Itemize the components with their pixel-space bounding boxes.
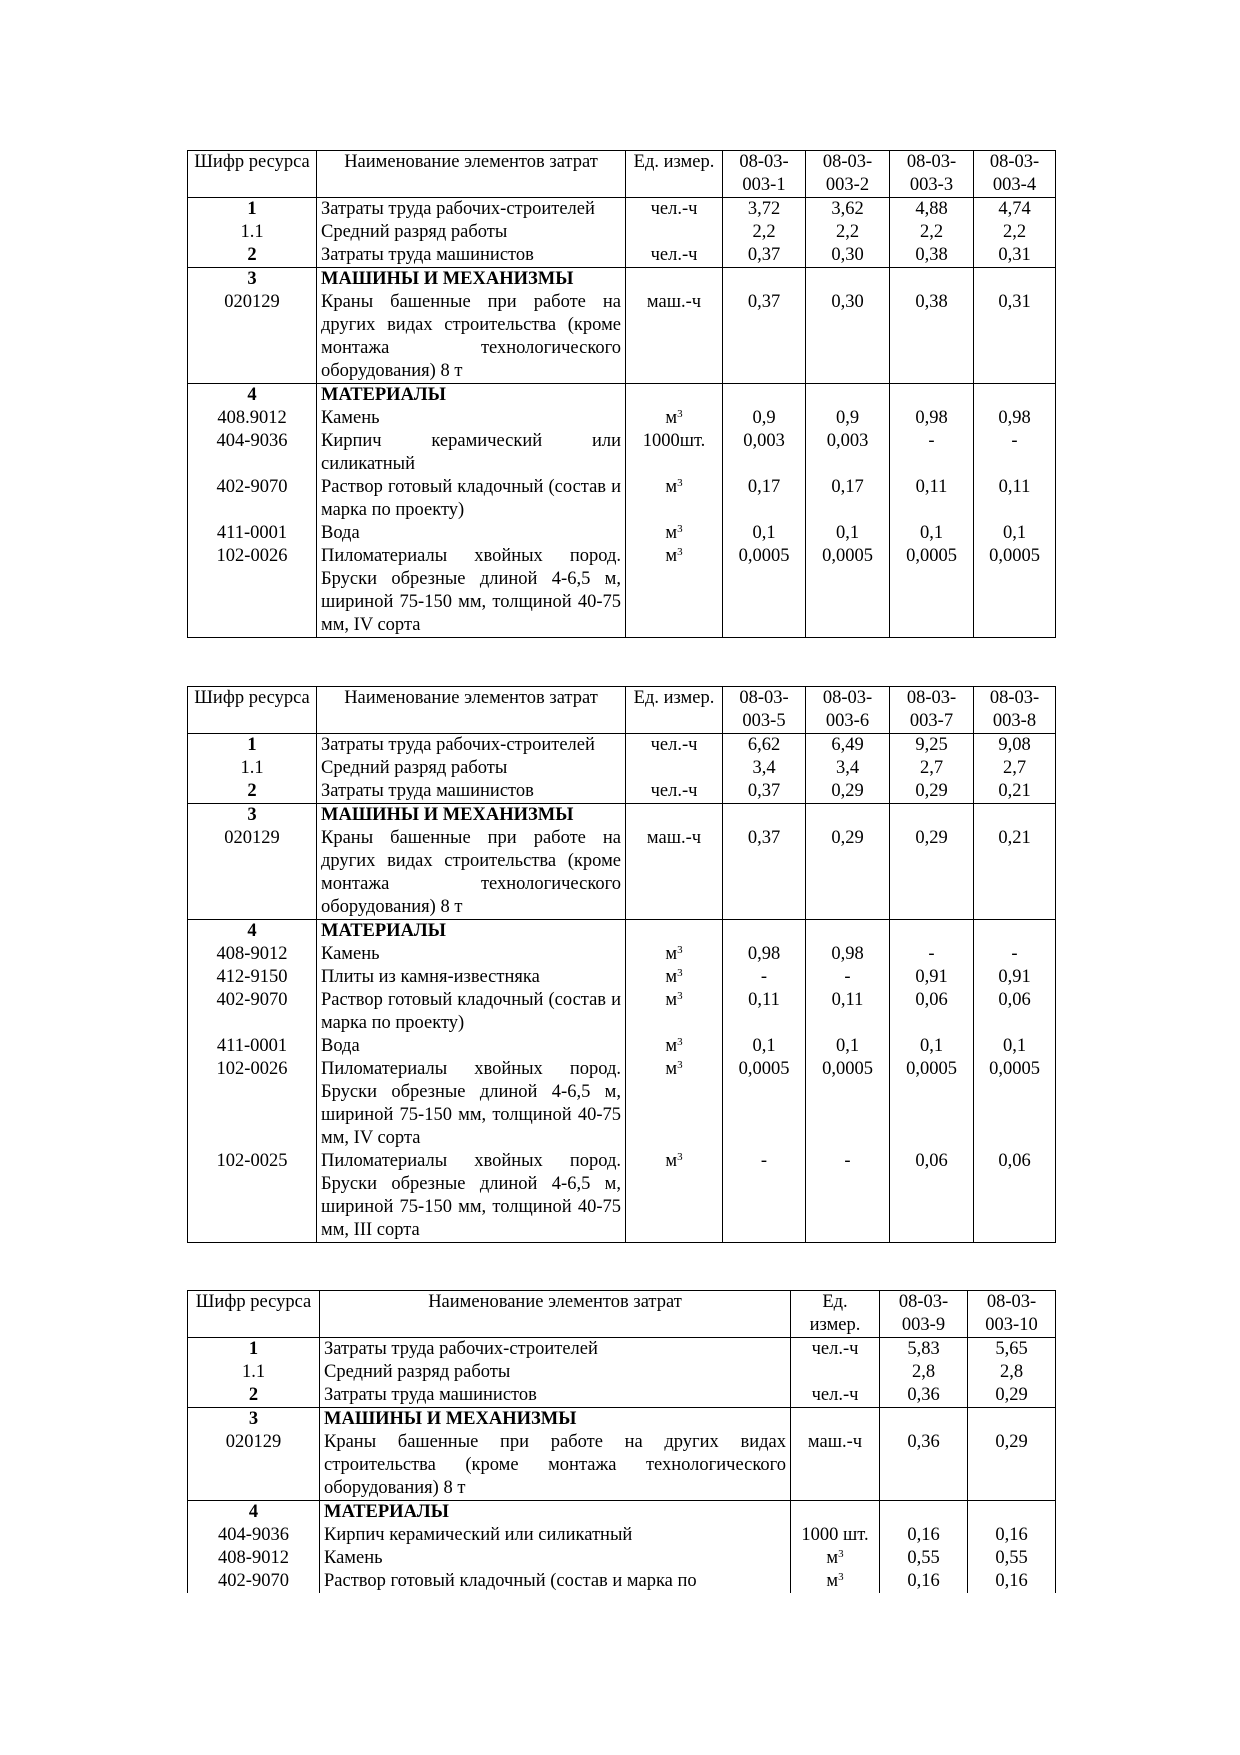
resource-code: 408.9012 [188, 407, 317, 430]
table-header [188, 1291, 1056, 1338]
unit-of-measure [626, 384, 723, 408]
header-name: Наименование элементов затрат [320, 1291, 791, 1338]
header-norm-code: 08-03-003-6 [806, 687, 890, 734]
resource-code: 102-0026 [188, 545, 317, 638]
table-row [188, 221, 1056, 244]
table-body [188, 198, 1056, 638]
cost-element-name: Затраты труда рабочих-строителей [320, 1338, 791, 1362]
norm-value: 2,2 [890, 221, 974, 244]
resource-code: 020129 [188, 1431, 320, 1501]
norm-value: 0,16 [968, 1570, 1056, 1593]
unit-of-measure: чел.-ч [626, 244, 723, 268]
unit-of-measure: чел.-ч [791, 1384, 880, 1408]
header-norm-code: 08-03-003-9 [880, 1291, 968, 1338]
cost-element-name: Затраты труда машинистов [317, 780, 626, 804]
unit-of-measure [626, 757, 723, 780]
table-row [188, 198, 1056, 222]
norm-value: 0,29 [890, 827, 974, 920]
norm-value: 0,91 [974, 966, 1056, 989]
norm-value: 0,06 [974, 1150, 1056, 1243]
table-row [188, 1338, 1056, 1362]
table-row [188, 1035, 1056, 1058]
cost-element-name: МАТЕРИАЛЫ [317, 920, 626, 944]
norm-value: 0,55 [880, 1547, 968, 1570]
cost-element-name: Затраты труда рабочих-строителей [317, 198, 626, 222]
resource-code: 412-9150 [188, 966, 317, 989]
unit-of-measure [791, 1501, 880, 1525]
header-unit: Ед. измер. [626, 687, 723, 734]
table-row [188, 244, 1056, 268]
table-row [188, 1570, 1056, 1593]
resource-code: 4 [188, 1501, 320, 1525]
norm-value: 2,8 [968, 1361, 1056, 1384]
cost-element-name: Пиломатериалы хвойных пород. Бруски обрезные длиной 4-6,5 м, шириной 75-150 мм, толщиной 40-75 мм, IV сорта [317, 1058, 626, 1150]
cost-element-name: Раствор готовый кладочный (состав и марка по проекту) [317, 476, 626, 522]
norm-value: 5,65 [968, 1338, 1056, 1362]
unit-of-measure: $м^3$ [626, 989, 723, 1035]
norm-value: 0,91 [890, 966, 974, 989]
norm-value: - [723, 1150, 806, 1243]
table-row [188, 268, 1056, 292]
unit-of-measure: $м^3$ [791, 1547, 880, 1570]
unit-of-measure [626, 268, 723, 292]
resource-code: 2 [188, 1384, 320, 1408]
header-code: Шифр ресурса [188, 151, 317, 198]
norm-value: 5,83 [880, 1338, 968, 1362]
norm-value: 0,1 [890, 522, 974, 545]
table-row [188, 522, 1056, 545]
norm-value: 0,55 [968, 1547, 1056, 1570]
resource-code: 1.1 [188, 757, 317, 780]
norm-value: 0,29 [806, 827, 890, 920]
norm-value: 0,1 [890, 1035, 974, 1058]
unit-of-measure [626, 920, 723, 944]
norm-value [880, 1501, 968, 1525]
norm-value: 0,1 [974, 522, 1056, 545]
norm-value: 0,0005 [723, 545, 806, 638]
resource-code: 1 [188, 198, 317, 222]
table-row [188, 291, 1056, 384]
norm-value: 0,38 [890, 244, 974, 268]
norm-value: 0,37 [723, 827, 806, 920]
norm-value: 0,17 [723, 476, 806, 522]
cost-element-name: Краны башенные при работе на других видах строительства (кроме монтажа технологического оборудования) 8 т [317, 291, 626, 384]
norm-value: 2,2 [723, 221, 806, 244]
norm-value: 0,31 [974, 244, 1056, 268]
norm-value: 0,30 [806, 291, 890, 384]
cost-element-name: Затраты труда машинистов [317, 244, 626, 268]
unit-of-measure [626, 221, 723, 244]
norm-value: 0,003 [806, 430, 890, 476]
norm-value: 2,7 [890, 757, 974, 780]
table-row [188, 734, 1056, 758]
resource-code: 020129 [188, 827, 317, 920]
norm-value: 6,49 [806, 734, 890, 758]
header-norm-code: 08-03-003-10 [968, 1291, 1056, 1338]
cost-element-name: Краны башенные при работе на других видах строительства (кроме монтажа технологического оборудования) 8 т [317, 827, 626, 920]
norm-value: 9,25 [890, 734, 974, 758]
norm-value: 0,29 [806, 780, 890, 804]
norm-value: 0,1 [806, 522, 890, 545]
resource-code: 2 [188, 244, 317, 268]
resource-code: 408-9012 [188, 1547, 320, 1570]
resource-code: 402-9070 [188, 1570, 320, 1593]
resource-code: 4 [188, 384, 317, 408]
norm-value [723, 920, 806, 944]
cost-element-name: МАТЕРИАЛЫ [320, 1501, 791, 1525]
header-norm-code: 08-03-003-7 [890, 687, 974, 734]
norm-value: 0,0005 [806, 545, 890, 638]
norm-value: 0,29 [968, 1384, 1056, 1408]
resource-code: 404-9036 [188, 1524, 320, 1547]
norm-value: 0,0005 [974, 1058, 1056, 1150]
table-row [188, 1150, 1056, 1243]
norm-value [974, 384, 1056, 408]
unit-of-measure: $м^3$ [626, 545, 723, 638]
norm-value: 0,98 [890, 407, 974, 430]
norm-value [974, 804, 1056, 828]
norm-value: 0,9 [723, 407, 806, 430]
norm-value: 0,21 [974, 827, 1056, 920]
norm-value: 0,17 [806, 476, 890, 522]
unit-of-measure: маш.-ч [626, 827, 723, 920]
norm-value: 0,16 [968, 1524, 1056, 1547]
table-row [188, 1431, 1056, 1501]
unit-of-measure: $м^3$ [626, 1150, 723, 1243]
table-row [188, 1384, 1056, 1408]
norm-value: 0,37 [723, 780, 806, 804]
norm-value: 0,1 [723, 522, 806, 545]
unit-of-measure: $м^3$ [626, 407, 723, 430]
norm-value: 0,1 [723, 1035, 806, 1058]
norm-value [723, 384, 806, 408]
norm-value: 0,31 [974, 291, 1056, 384]
header-code: Шифр ресурса [188, 687, 317, 734]
resource-code: 1.1 [188, 221, 317, 244]
unit-of-measure: чел.-ч [626, 780, 723, 804]
resource-code: 411-0001 [188, 1035, 317, 1058]
norm-value: 0,38 [890, 291, 974, 384]
norm-value: 0,36 [880, 1384, 968, 1408]
unit-of-measure: $м^3$ [626, 943, 723, 966]
table-row [188, 476, 1056, 522]
resource-code: 3 [188, 268, 317, 292]
resource-table-1 [187, 150, 1056, 638]
table-header [188, 687, 1056, 734]
unit-of-measure [626, 804, 723, 828]
table-row [188, 780, 1056, 804]
unit-of-measure: чел.-ч [626, 734, 723, 758]
resource-code: 020129 [188, 291, 317, 384]
table-body [188, 1338, 1056, 1594]
cost-element-name: Кирпич керамический или силикатный [320, 1524, 791, 1547]
table-row [188, 1058, 1056, 1150]
norm-value: 0,0005 [806, 1058, 890, 1150]
unit-of-measure: $м^3$ [626, 522, 723, 545]
cost-element-name: Раствор готовый кладочный (состав и марка по [320, 1570, 791, 1593]
norm-value: 3,62 [806, 198, 890, 222]
norm-value: 0,98 [806, 943, 890, 966]
header-code: Шифр ресурса [188, 1291, 320, 1338]
resource-code: 3 [188, 804, 317, 828]
table-header [188, 151, 1056, 198]
resource-code: 408-9012 [188, 943, 317, 966]
resource-code: 102-0026 [188, 1058, 317, 1150]
norm-value: 0,11 [974, 476, 1056, 522]
table-row [188, 804, 1056, 828]
table-row [188, 920, 1056, 944]
norm-value: 0,9 [806, 407, 890, 430]
header-unit: Ед. измер. [791, 1291, 880, 1338]
unit-of-measure: $м^3$ [626, 1058, 723, 1150]
unit-of-measure: маш.-ч [791, 1431, 880, 1501]
norm-value: 0,1 [806, 1035, 890, 1058]
norm-value: - [974, 943, 1056, 966]
norm-value: 0,16 [880, 1524, 968, 1547]
norm-value: 4,88 [890, 198, 974, 222]
cost-element-name: Затраты труда рабочих-строителей [317, 734, 626, 758]
resource-code: 402-9070 [188, 989, 317, 1035]
norm-value: 0,06 [890, 1150, 974, 1243]
norm-value: 0,37 [723, 244, 806, 268]
table-row [188, 384, 1056, 408]
norm-value: 2,8 [880, 1361, 968, 1384]
unit-of-measure: $м^3$ [791, 1570, 880, 1593]
norm-value [890, 804, 974, 828]
table-row [188, 545, 1056, 638]
table-body [188, 734, 1056, 1243]
unit-of-measure: $м^3$ [626, 1035, 723, 1058]
norm-value [723, 268, 806, 292]
norm-value: 0,36 [880, 1431, 968, 1501]
norm-value: 0,98 [974, 407, 1056, 430]
norm-value [968, 1408, 1056, 1432]
table-row [188, 1408, 1056, 1432]
header-row [188, 151, 1056, 198]
unit-of-measure [791, 1361, 880, 1384]
cost-element-name: Камень [320, 1547, 791, 1570]
norm-value [806, 268, 890, 292]
cost-element-name: МАШИНЫ И МЕХАНИЗМЫ [317, 804, 626, 828]
cost-element-name: Камень [317, 943, 626, 966]
norm-value: - [806, 966, 890, 989]
cost-element-name: Средний разряд работы [317, 757, 626, 780]
table-row [188, 989, 1056, 1035]
cost-element-name: Кирпич керамический или силикатный [317, 430, 626, 476]
resource-code: 4 [188, 920, 317, 944]
norm-value: 0,11 [806, 989, 890, 1035]
table-row [188, 1547, 1056, 1570]
norm-value: - [806, 1150, 890, 1243]
table-row [188, 757, 1056, 780]
norm-value: 9,08 [974, 734, 1056, 758]
header-name: Наименование элементов затрат [317, 151, 626, 198]
norm-value: - [890, 430, 974, 476]
table-row [188, 966, 1056, 989]
unit-of-measure: чел.-ч [791, 1338, 880, 1362]
norm-value [806, 804, 890, 828]
header-norm-code: 08-03-003-3 [890, 151, 974, 198]
norm-value: 0,003 [723, 430, 806, 476]
norm-value: 3,72 [723, 198, 806, 222]
norm-value: 2,7 [974, 757, 1056, 780]
header-unit: Ед. измер. [626, 151, 723, 198]
norm-value: 0,0005 [890, 1058, 974, 1150]
cost-element-name: Средний разряд работы [320, 1361, 791, 1384]
cost-element-name: Вода [317, 1035, 626, 1058]
unit-of-measure: $м^3$ [626, 966, 723, 989]
norm-value: - [723, 966, 806, 989]
norm-value: 0,29 [968, 1431, 1056, 1501]
header-norm-code: 08-03-003-2 [806, 151, 890, 198]
norm-value: 0,0005 [890, 545, 974, 638]
table-row [188, 1361, 1056, 1384]
header-norm-code: 08-03-003-5 [723, 687, 806, 734]
cost-element-name: МАШИНЫ И МЕХАНИЗМЫ [320, 1408, 791, 1432]
norm-value [723, 804, 806, 828]
norm-value: 3,4 [806, 757, 890, 780]
norm-value: 0,06 [890, 989, 974, 1035]
cost-element-name: Средний разряд работы [317, 221, 626, 244]
resource-table-3 [187, 1290, 1056, 1593]
table-row [188, 943, 1056, 966]
norm-value [890, 920, 974, 944]
norm-value [880, 1408, 968, 1432]
cost-element-name: Раствор готовый кладочный (состав и марка по проекту) [317, 989, 626, 1035]
unit-of-measure: $м^3$ [626, 476, 723, 522]
resource-code: 404-9036 [188, 430, 317, 476]
norm-value: 0,06 [974, 989, 1056, 1035]
table-row [188, 430, 1056, 476]
unit-of-measure: маш.-ч [626, 291, 723, 384]
norm-value: 0,16 [880, 1570, 968, 1593]
resource-code: 1 [188, 734, 317, 758]
header-name: Наименование элементов затрат [317, 687, 626, 734]
unit-of-measure: 1000шт. [626, 430, 723, 476]
norm-value [968, 1501, 1056, 1525]
resource-code: 1.1 [188, 1361, 320, 1384]
table-row [188, 1524, 1056, 1547]
norm-value [890, 268, 974, 292]
norm-value: 2,2 [974, 221, 1056, 244]
header-norm-code: 08-03-003-4 [974, 151, 1056, 198]
norm-value [974, 920, 1056, 944]
norm-value: 0,0005 [974, 545, 1056, 638]
resource-code: 402-9070 [188, 476, 317, 522]
norm-value: 6,62 [723, 734, 806, 758]
norm-value [890, 384, 974, 408]
resource-code: 2 [188, 780, 317, 804]
header-norm-code: 08-03-003-1 [723, 151, 806, 198]
norm-value: 0,21 [974, 780, 1056, 804]
norm-value: 3,4 [723, 757, 806, 780]
resource-code: 411-0001 [188, 522, 317, 545]
cost-element-name: Камень [317, 407, 626, 430]
cost-element-name: МАШИНЫ И МЕХАНИЗМЫ [317, 268, 626, 292]
cost-element-name: Краны башенные при работе на других видах строительства (кроме монтажа технологического оборудования) 8 т [320, 1431, 791, 1501]
cost-element-name: МАТЕРИАЛЫ [317, 384, 626, 408]
norm-value: - [890, 943, 974, 966]
header-row [188, 687, 1056, 734]
norm-value: 0,30 [806, 244, 890, 268]
cost-element-name: Пиломатериалы хвойных пород. Бруски обрезные длиной 4-6,5 м, шириной 75-150 мм, толщиной 40-75 мм, IV сорта [317, 545, 626, 638]
cost-element-name: Плиты из камня-известняка [317, 966, 626, 989]
table-row [188, 1501, 1056, 1525]
norm-value: 0,11 [890, 476, 974, 522]
resource-table-2 [187, 686, 1056, 1243]
norm-value: 0,1 [974, 1035, 1056, 1058]
header-row [188, 1291, 1056, 1338]
cost-element-name: Пиломатериалы хвойных пород. Бруски обрезные длиной 4-6,5 м, шириной 75-150 мм, толщиной 40-75 мм, III сорта [317, 1150, 626, 1243]
table-row [188, 407, 1056, 430]
resource-code: 102-0025 [188, 1150, 317, 1243]
norm-value: 0,29 [890, 780, 974, 804]
cost-element-name: Затраты труда машинистов [320, 1384, 791, 1408]
norm-value: 0,37 [723, 291, 806, 384]
norm-value: 0,0005 [723, 1058, 806, 1150]
norm-value [806, 920, 890, 944]
header-norm-code: 08-03-003-8 [974, 687, 1056, 734]
unit-of-measure [791, 1408, 880, 1432]
norm-value [806, 384, 890, 408]
cost-element-name: Вода [317, 522, 626, 545]
resource-code: 3 [188, 1408, 320, 1432]
resource-code: 1 [188, 1338, 320, 1362]
norm-value: 0,11 [723, 989, 806, 1035]
unit-of-measure: 1000 шт. [791, 1524, 880, 1547]
norm-value: 2,2 [806, 221, 890, 244]
table-row [188, 827, 1056, 920]
unit-of-measure: чел.-ч [626, 198, 723, 222]
norm-value [974, 268, 1056, 292]
norm-value: - [974, 430, 1056, 476]
norm-value: 4,74 [974, 198, 1056, 222]
norm-value: 0,98 [723, 943, 806, 966]
